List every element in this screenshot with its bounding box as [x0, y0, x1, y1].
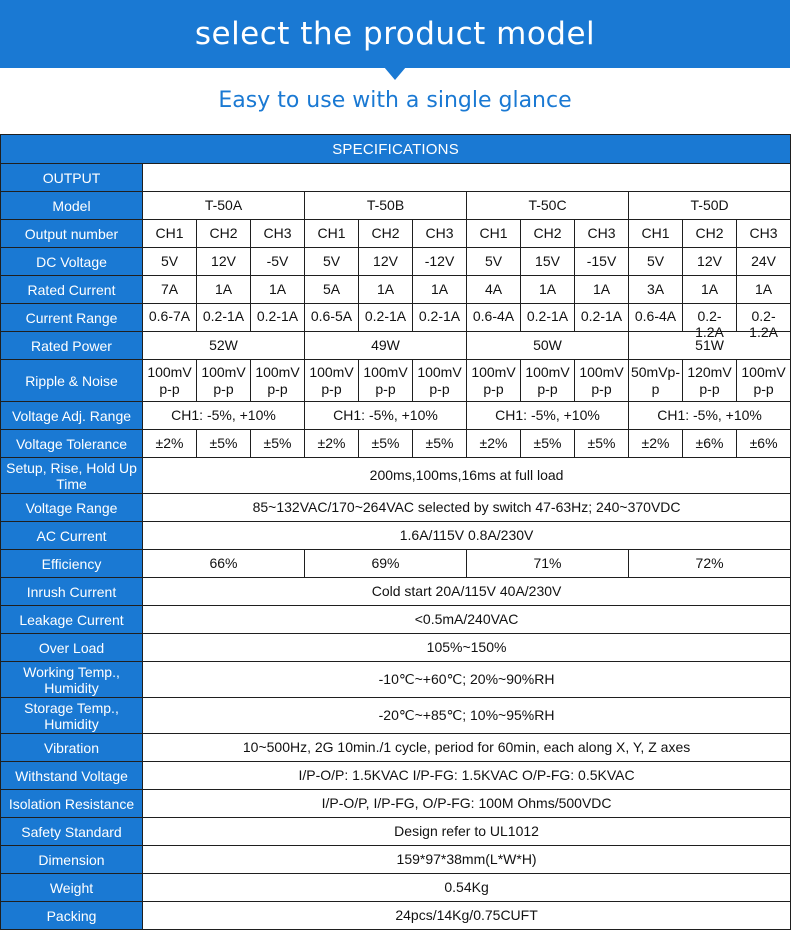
output-number-value: CH1 [629, 220, 683, 248]
dc-voltage-value: 12V [683, 248, 737, 276]
leakage-current-label: Leakage Current [1, 606, 143, 634]
dimension-value: 159*97*38mm(L*W*H) [143, 846, 791, 874]
efficiency-value: 69% [305, 550, 467, 578]
rated-current-value: 1A [413, 276, 467, 304]
safety-standard-row [1, 818, 791, 846]
withstand-voltage-label: Withstand Voltage [1, 762, 143, 790]
current-range-label: Current Range [1, 304, 143, 332]
current-range-value-text: 0.2-1A [202, 307, 245, 324]
dimension-label: Dimension [1, 846, 143, 874]
ac-current-label: AC Current [1, 522, 143, 550]
dc-voltage-value: -5V [251, 248, 305, 276]
rated-power-value: 50W [467, 332, 629, 360]
rated-current-value: 1A [575, 276, 629, 304]
table-heading: SPECIFICATIONS [1, 135, 791, 164]
isolation-resistance-label: Isolation Resistance [1, 790, 143, 818]
setup-time-value: 200ms,100ms,16ms at full load [143, 458, 791, 494]
ripple-noise-value: 100mV p-p [305, 360, 359, 402]
vibration-value: 10~500Hz, 2G 10min./1 cycle, period for 60min, each along X, Y, Z axes [143, 734, 791, 762]
current-range-value [197, 304, 251, 332]
output-number-row [1, 220, 791, 248]
current-range-value-text: 0.6-4A [634, 307, 677, 324]
current-range-value [413, 304, 467, 332]
output-number-value: CH1 [467, 220, 521, 248]
output-number-label: Output number [1, 220, 143, 248]
current-range-value [521, 304, 575, 332]
weight-label: Weight [1, 874, 143, 902]
output-number-value: CH1 [305, 220, 359, 248]
setup-time-row [1, 458, 791, 494]
dc-voltage-value: 24V [737, 248, 791, 276]
rated-power-label: Rated Power [1, 332, 143, 360]
dc-voltage-value: 5V [143, 248, 197, 276]
voltage-tolerance-value: ±6% [683, 430, 737, 458]
output-number-value: CH3 [251, 220, 305, 248]
voltage-tolerance-value: ±5% [251, 430, 305, 458]
page-subtitle: Easy to use with a single glance [218, 88, 572, 113]
current-range-value-text: 0.2-1A [364, 307, 407, 324]
rated-current-value: 1A [359, 276, 413, 304]
output-row [1, 164, 791, 192]
current-range-value [305, 304, 359, 332]
rated-current-value: 1A [683, 276, 737, 304]
voltage-tolerance-value: ±5% [413, 430, 467, 458]
voltage-tolerance-value: ±2% [629, 430, 683, 458]
leakage-current-value: <0.5mA/240VAC [143, 606, 791, 634]
efficiency-row [1, 550, 791, 578]
output-number-value: CH3 [737, 220, 791, 248]
efficiency-value: 72% [629, 550, 791, 578]
packing-value: 24pcs/14Kg/0.75CUFT [143, 902, 791, 930]
ac-current-value: 1.6A/115V 0.8A/230V [143, 522, 791, 550]
inrush-current-label: Inrush Current [1, 578, 143, 606]
output-blank [143, 164, 791, 192]
voltage-adj-row [1, 402, 791, 430]
output-number-value: CH2 [359, 220, 413, 248]
dc-voltage-label: DC Voltage [1, 248, 143, 276]
current-range-value [251, 304, 305, 332]
title-banner [0, 0, 790, 68]
dc-voltage-value: 5V [467, 248, 521, 276]
ripple-noise-value: 100mV p-p [197, 360, 251, 402]
voltage-tolerance-value: ±5% [575, 430, 629, 458]
current-range-value [737, 304, 791, 340]
rated-current-row [1, 276, 791, 304]
model-value: T-50B [305, 192, 467, 220]
dc-voltage-value: 12V [197, 248, 251, 276]
rated-current-value: 1A [197, 276, 251, 304]
voltage-tolerance-value: ±2% [305, 430, 359, 458]
voltage-adj-value: CH1: -5%, +10% [305, 402, 467, 430]
voltage-tolerance-label: Voltage Tolerance [1, 430, 143, 458]
ripple-noise-value: 100mV p-p [413, 360, 467, 402]
safety-standard-label: Safety Standard [1, 818, 143, 846]
voltage-adj-value: CH1: -5%, +10% [467, 402, 629, 430]
inrush-current-value: Cold start 20A/115V 40A/230V [143, 578, 791, 606]
dc-voltage-value: 12V [359, 248, 413, 276]
setup-time-label: Setup, Rise, Hold Up Time [1, 458, 143, 494]
efficiency-value: 71% [467, 550, 629, 578]
current-range-value-text: 0.2-1A [418, 307, 461, 324]
voltage-tolerance-value: ±5% [521, 430, 575, 458]
ripple-noise-row [1, 360, 791, 402]
current-range-value [359, 304, 413, 332]
voltage-adj-value: CH1: -5%, +10% [143, 402, 305, 430]
storage-temp-label: Storage Temp., Humidity [1, 698, 143, 734]
rated-power-value: 51W [629, 332, 791, 360]
ripple-noise-label: Ripple & Noise [1, 360, 143, 402]
model-row [1, 192, 791, 220]
output-number-value: CH2 [521, 220, 575, 248]
working-temp-value: -10℃~+60℃; 20%~90%RH [143, 662, 791, 698]
current-range-value-text: 0.2-1.2A [749, 307, 778, 340]
rated-current-label: Rated Current [1, 276, 143, 304]
current-range-value-text: 0.2-1A [256, 307, 299, 324]
voltage-tolerance-value: ±5% [359, 430, 413, 458]
rated-current-value: 7A [143, 276, 197, 304]
over-load-row [1, 634, 791, 662]
rated-power-value: 52W [143, 332, 305, 360]
working-temp-label: Working Temp., Humidity [1, 662, 143, 698]
voltage-tolerance-value: ±6% [737, 430, 791, 458]
ripple-noise-value: 50mVp-p [629, 360, 683, 402]
output-number-value: CH2 [683, 220, 737, 248]
storage-temp-row [1, 698, 791, 734]
model-value: T-50A [143, 192, 305, 220]
current-range-value-text: 0.6-7A [148, 307, 191, 324]
over-load-value: 105%~150% [143, 634, 791, 662]
current-range-value [683, 304, 737, 340]
dc-voltage-value: -15V [575, 248, 629, 276]
ac-current-row [1, 522, 791, 550]
storage-temp-value: -20℃~+85℃; 10%~95%RH [143, 698, 791, 734]
dc-voltage-row [1, 248, 791, 276]
withstand-voltage-value: I/P-O/P: 1.5KVAC I/P-FG: 1.5KVAC O/P-FG: 0.5KVAC [143, 762, 791, 790]
voltage-tolerance-row [1, 430, 791, 458]
dc-voltage-value: 5V [629, 248, 683, 276]
voltage-tolerance-value: ±5% [197, 430, 251, 458]
over-load-label: Over Load [1, 634, 143, 662]
output-label: OUTPUT [1, 164, 143, 192]
rated-current-value: 1A [251, 276, 305, 304]
specifications-table [0, 134, 791, 930]
voltage-range-row [1, 494, 791, 522]
page-title: select the product model [194, 16, 596, 52]
working-temp-row [1, 662, 791, 698]
output-number-value: CH3 [413, 220, 467, 248]
dc-voltage-value: 5V [305, 248, 359, 276]
current-range-row [1, 304, 791, 332]
model-value: T-50D [629, 192, 791, 220]
efficiency-value: 66% [143, 550, 305, 578]
isolation-resistance-row [1, 790, 791, 818]
model-value: T-50C [467, 192, 629, 220]
leakage-current-row [1, 606, 791, 634]
current-range-value-text: 0.2-1A [580, 307, 623, 324]
voltage-adj-label: Voltage Adj. Range [1, 402, 143, 430]
voltage-tolerance-value: ±2% [143, 430, 197, 458]
ripple-noise-value: 100mV p-p [251, 360, 305, 402]
voltage-range-label: Voltage Range [1, 494, 143, 522]
ripple-noise-value: 100mV p-p [359, 360, 413, 402]
ripple-noise-value: 100mV p-p [521, 360, 575, 402]
safety-standard-value: Design refer to UL1012 [143, 818, 791, 846]
weight-value: 0.54Kg [143, 874, 791, 902]
current-range-value [629, 304, 683, 332]
rated-current-value: 5A [305, 276, 359, 304]
ripple-noise-value: 120mV p-p [683, 360, 737, 402]
rated-current-value: 4A [467, 276, 521, 304]
rated-power-value: 49W [305, 332, 467, 360]
packing-row [1, 902, 791, 930]
current-range-value-text: 0.2-1.2A [695, 307, 724, 340]
rated-current-value: 1A [737, 276, 791, 304]
table-heading-row [1, 135, 791, 164]
vibration-label: Vibration [1, 734, 143, 762]
current-range-value [467, 304, 521, 332]
vibration-row [1, 734, 791, 762]
dc-voltage-value: -12V [413, 248, 467, 276]
ripple-noise-value: 100mV p-p [467, 360, 521, 402]
isolation-resistance-value: I/P-O/P, I/P-FG, O/P-FG: 100M Ohms/500VDC [143, 790, 791, 818]
packing-label: Packing [1, 902, 143, 930]
inrush-current-row [1, 578, 791, 606]
current-range-value-text: 0.6-5A [310, 307, 353, 324]
ripple-noise-value: 100mV p-p [143, 360, 197, 402]
current-range-value-text: 0.2-1A [526, 307, 569, 324]
withstand-voltage-row [1, 762, 791, 790]
output-number-value: CH3 [575, 220, 629, 248]
current-range-value [575, 304, 629, 332]
rated-current-value: 3A [629, 276, 683, 304]
weight-row [1, 874, 791, 902]
dimension-row [1, 846, 791, 874]
output-number-value: CH1 [143, 220, 197, 248]
ripple-noise-value: 100mV p-p [737, 360, 791, 402]
voltage-tolerance-value: ±2% [467, 430, 521, 458]
ripple-noise-value: 100mV p-p [575, 360, 629, 402]
current-range-value-text: 0.6-4A [472, 307, 515, 324]
model-label: Model [1, 192, 143, 220]
voltage-adj-value: CH1: -5%, +10% [629, 402, 791, 430]
banner-pointer-arrow [384, 67, 406, 80]
dc-voltage-value: 15V [521, 248, 575, 276]
output-number-value: CH2 [197, 220, 251, 248]
current-range-value [143, 304, 197, 332]
rated-power-row [1, 332, 791, 360]
voltage-range-value: 85~132VAC/170~264VAC selected by switch 47-63Hz; 240~370VDC [143, 494, 791, 522]
rated-current-value: 1A [521, 276, 575, 304]
efficiency-label: Efficiency [1, 550, 143, 578]
